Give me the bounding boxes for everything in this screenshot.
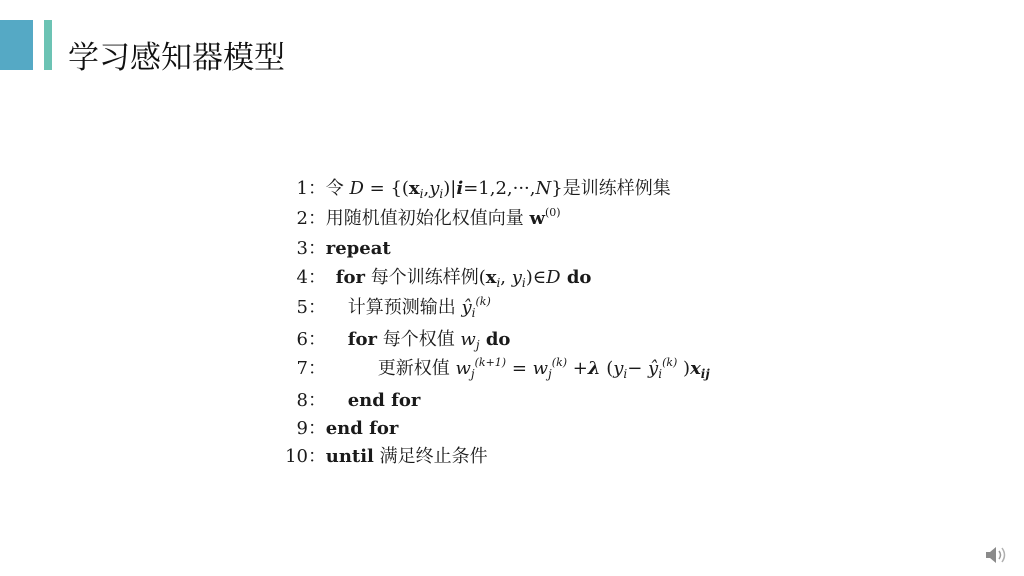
algorithm-line-7 xyxy=(262,356,710,382)
math-symbol: ŷ xyxy=(648,358,659,379)
math-symbol: i xyxy=(456,178,464,199)
set-symbol: D xyxy=(546,267,561,288)
line-text: 每个训练样例( xyxy=(364,267,486,288)
line-number: 9 xyxy=(296,418,308,439)
keyword: repeat xyxy=(325,238,391,259)
keyword: end for xyxy=(347,390,421,411)
line-text: 更新权值 xyxy=(377,358,456,379)
math-subscript: i xyxy=(623,367,628,381)
math-symbol: λ xyxy=(587,358,601,379)
math-subscript: i xyxy=(521,276,526,290)
speaker-icon[interactable] xyxy=(984,544,1010,566)
line-number: 1 xyxy=(296,178,308,199)
math-subscript: j xyxy=(548,367,552,381)
algorithm-line-4 xyxy=(262,265,591,291)
math-superscript: (k) xyxy=(475,295,491,308)
math-subscript: j xyxy=(475,338,480,352)
algorithm-line-2 xyxy=(262,206,561,232)
line-separator: ： xyxy=(308,178,326,199)
line-separator: ： xyxy=(308,329,326,350)
math-text: − xyxy=(627,358,649,379)
line-number: 4 xyxy=(296,267,308,288)
math-symbol: N xyxy=(535,178,552,199)
algorithm-line-1 xyxy=(262,176,671,202)
math-symbol: ŷ xyxy=(461,297,472,318)
line-number: 10 xyxy=(285,446,308,467)
math-superscript: (k) xyxy=(662,356,678,369)
line-separator: ： xyxy=(308,297,326,318)
math-symbol: y xyxy=(429,178,440,199)
math-symbol: w xyxy=(529,208,545,229)
keyword: until xyxy=(325,446,374,467)
set-symbol: D xyxy=(349,178,364,199)
line-text: 令 xyxy=(325,178,344,199)
math-text: , xyxy=(500,267,512,288)
math-subscript: ij xyxy=(700,367,710,381)
algorithm-line-6 xyxy=(262,327,510,353)
math-text: + xyxy=(567,358,588,379)
math-superscript: (0) xyxy=(544,206,561,219)
math-subscript: i xyxy=(419,187,424,201)
math-symbol: w xyxy=(460,329,476,350)
slide-title: 学习感知器模型 xyxy=(68,40,285,76)
title-accent-bar xyxy=(0,20,33,70)
line-text: 满足终止条件 xyxy=(373,446,488,467)
line-number: 5 xyxy=(296,297,308,318)
line-text: }是训练样例集 xyxy=(551,178,671,199)
math-text: ) xyxy=(677,358,691,379)
math-symbol: x xyxy=(690,358,701,379)
line-number: 3 xyxy=(296,238,308,259)
line-number: 8 xyxy=(296,390,308,411)
math-text: )| xyxy=(443,178,457,199)
algorithm-line-5 xyxy=(262,295,491,321)
math-subscript: i xyxy=(496,276,501,290)
math-text: )∈ xyxy=(525,267,547,288)
keyword: for xyxy=(335,267,365,288)
math-subscript: i xyxy=(439,187,444,201)
line-text: 每个权值 xyxy=(376,329,461,350)
math-symbol: x xyxy=(485,267,497,288)
math-subscript: j xyxy=(470,367,475,381)
algorithm-line-8 xyxy=(262,388,420,414)
math-symbol: y xyxy=(613,358,624,379)
line-separator: ： xyxy=(308,267,326,288)
line-text: 用随机值初始化权值向量 xyxy=(325,208,530,229)
math-text: ( xyxy=(600,358,614,379)
math-text: =1,2,···, xyxy=(463,178,536,199)
line-separator: ： xyxy=(308,358,326,379)
math-subscript: i xyxy=(471,306,476,320)
keyword: do xyxy=(479,329,511,350)
line-separator: ： xyxy=(308,208,326,229)
math-text: = {( xyxy=(369,178,409,199)
title-accent-stripe xyxy=(44,20,52,70)
line-separator: ： xyxy=(308,238,326,259)
math-superscript: (k+1) xyxy=(474,356,507,369)
line-number: 6 xyxy=(296,329,308,350)
math-symbol: x xyxy=(408,178,420,199)
line-separator: ： xyxy=(308,446,326,467)
algorithm-line-9 xyxy=(262,416,398,442)
line-separator: ： xyxy=(308,418,326,439)
math-symbol: w xyxy=(455,358,471,379)
line-number: 2 xyxy=(296,208,308,229)
math-text: = xyxy=(506,358,533,379)
line-separator: ： xyxy=(308,390,326,411)
keyword: end for xyxy=(325,418,399,439)
math-symbol: y xyxy=(511,267,522,288)
math-superscript: (k) xyxy=(551,356,568,369)
math-symbol: w xyxy=(532,358,549,379)
math-text: , xyxy=(423,178,430,199)
algorithm-line-10 xyxy=(262,444,488,470)
keyword: do xyxy=(560,267,592,288)
line-number: 7 xyxy=(296,358,308,379)
algorithm-line-3 xyxy=(262,236,391,262)
math-subscript: i xyxy=(658,367,663,381)
keyword: for xyxy=(347,329,377,350)
line-text: 计算预测输出 xyxy=(347,297,462,318)
